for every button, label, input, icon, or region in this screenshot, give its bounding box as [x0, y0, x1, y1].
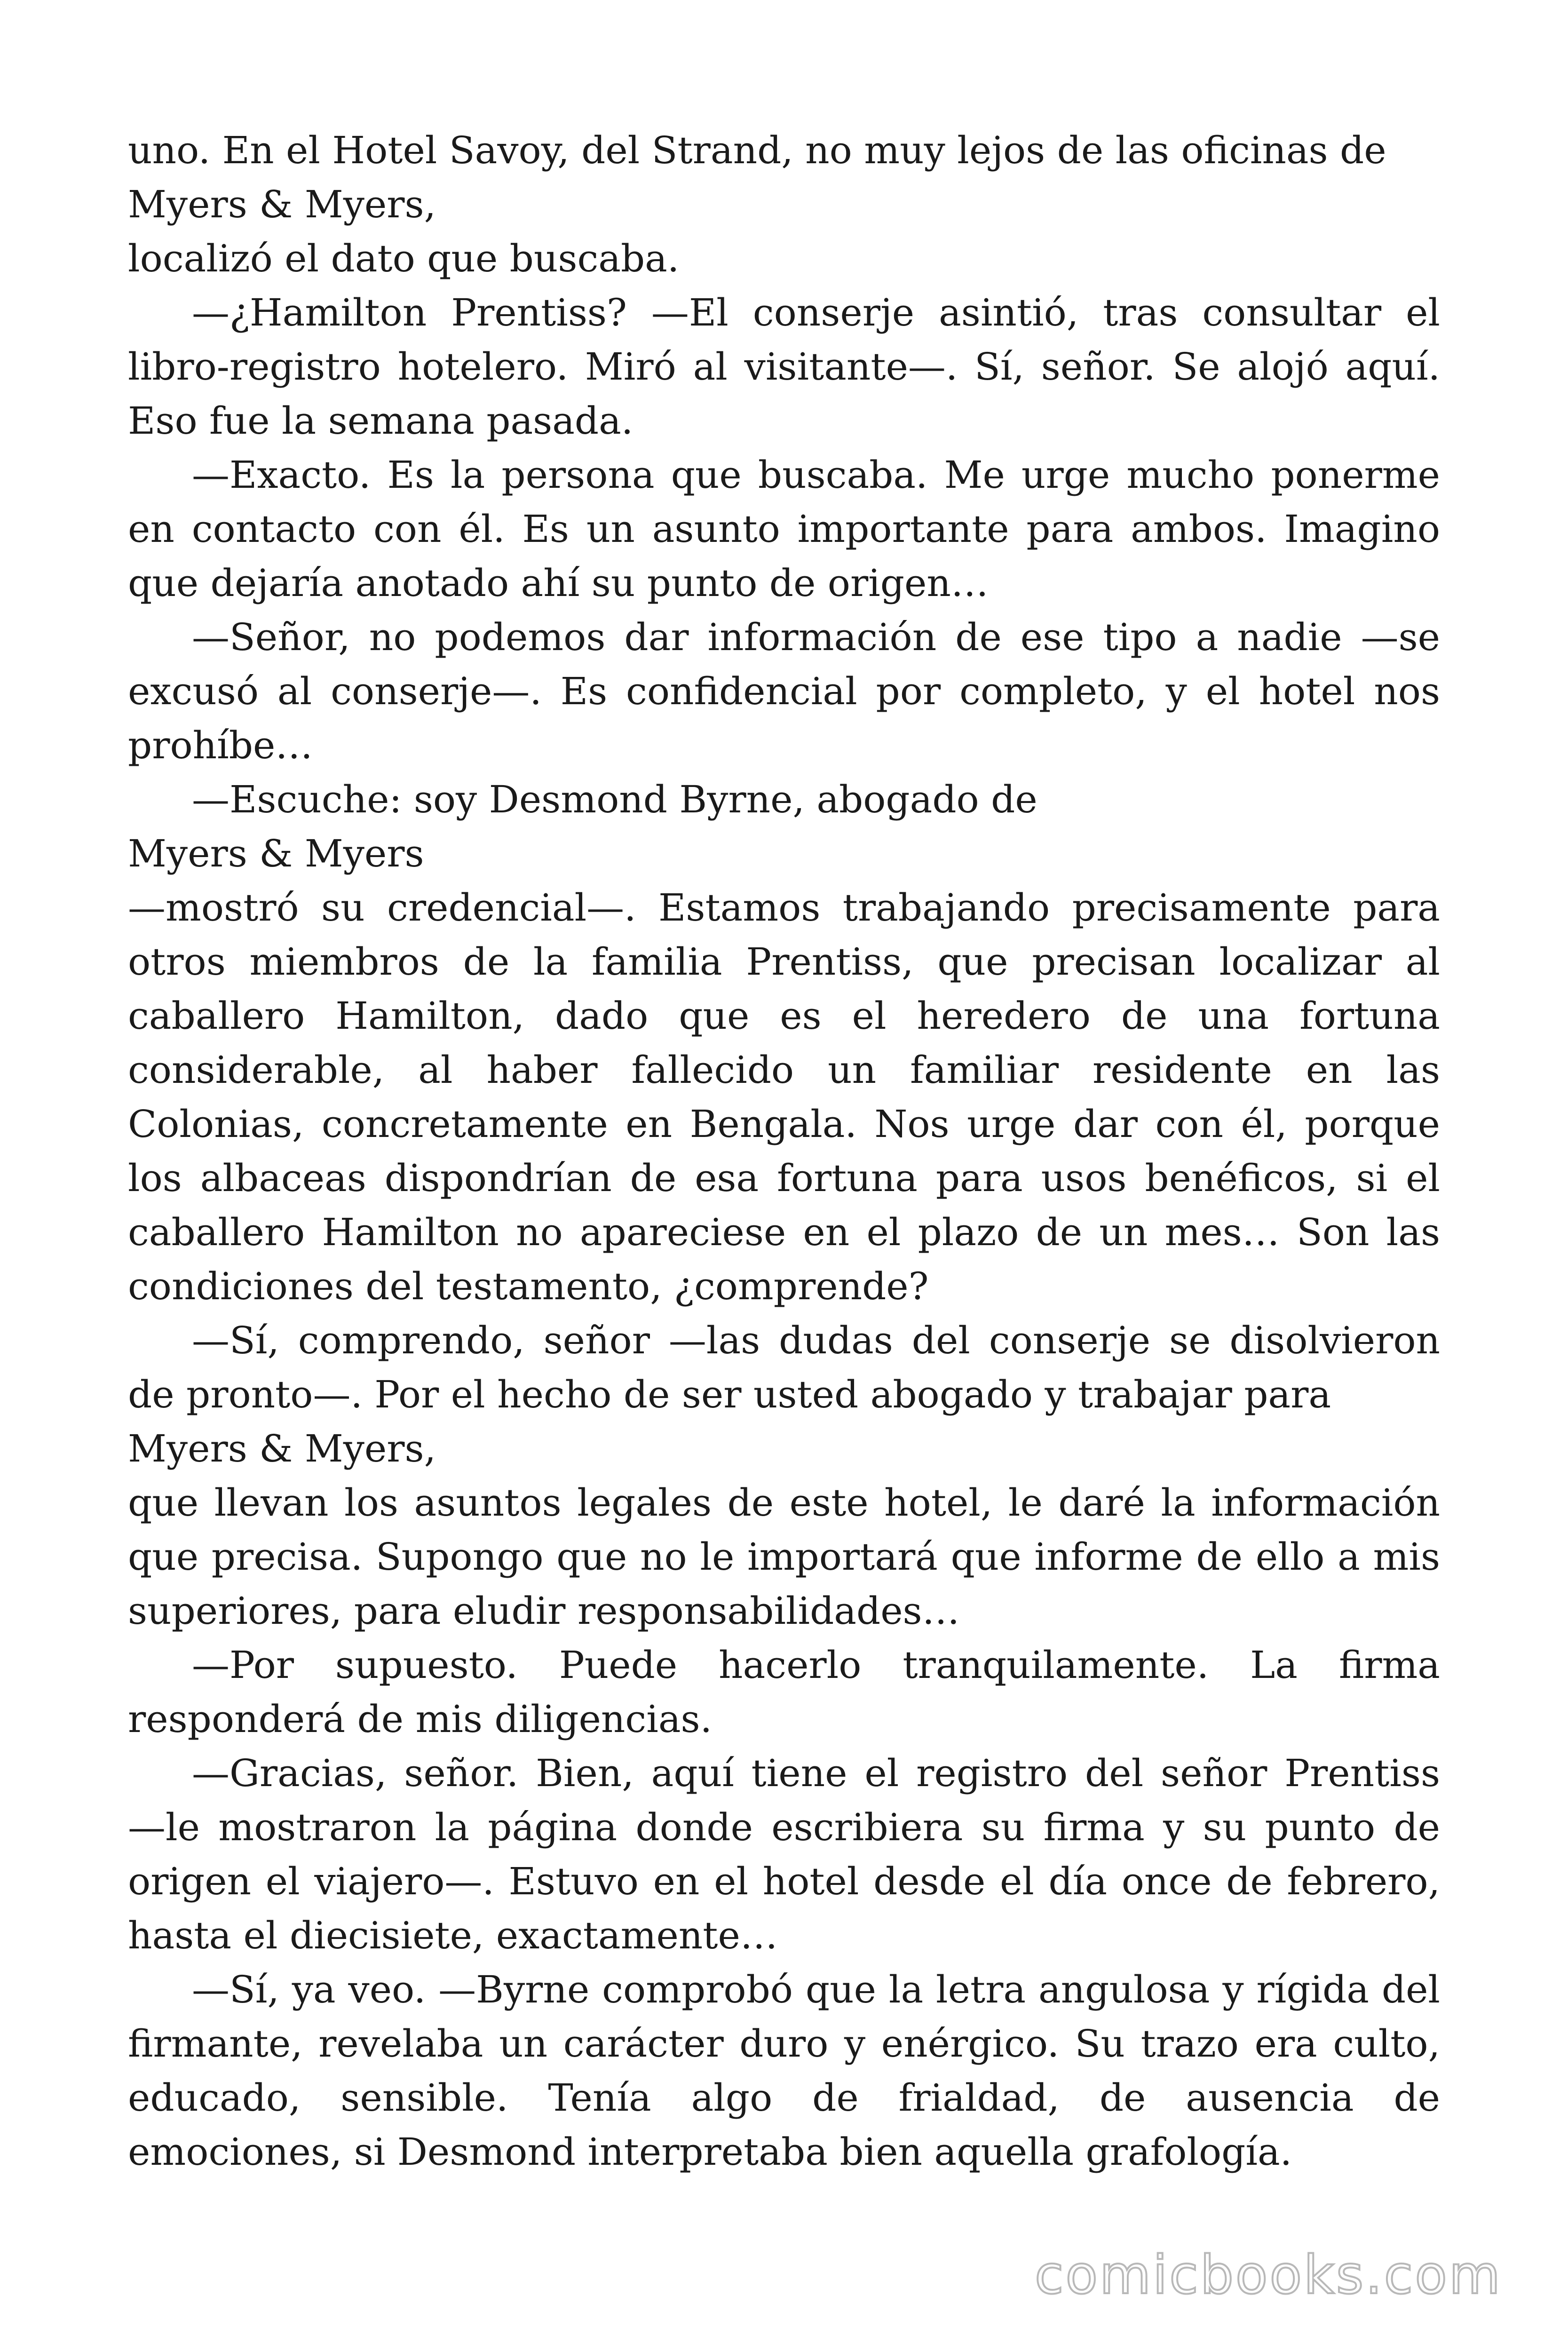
text-line: localizó el dato que buscaba.	[128, 237, 680, 280]
paragraph: —Por supuesto. Puede hacerlo tranquilamente. La firma responderá de mis diligencias.	[128, 1643, 1440, 1741]
page-body-text	[128, 123, 1440, 2179]
text-line: Myers & Myers,	[128, 1427, 436, 1470]
paragraph: —¿Hamilton Prentiss? —El conserje asintió, tras consultar el libro-registro hotelero. Miró al visitante—. Sí, señor. Se alojó aquí. Eso fue la semana pasada.	[128, 291, 1440, 443]
paragraph: —Señor, no podemos dar información de ese tipo a nadie —se excusó al conserje—. Es confidencial por completo, y el hotel nos prohíbe…	[128, 615, 1440, 767]
text-line: Myers & Myers	[128, 832, 424, 875]
paragraph: —Sí, ya veo. —Byrne comprobó que la letra angulosa y rígida del firmante, revelaba un carácter duro y enérgico. Su trazo era culto, educado, sensible. Tenía algo de frialdad, de ausencia de emociones, si Desmond interpretaba bien aquella grafología.	[128, 1968, 1440, 2174]
paragraph: que llevan los asuntos legales de este hotel, le daré la información que precisa. Supongo que no le importará que informe de ello a mis superiores, para eludir responsabilidades…	[128, 1481, 1440, 1633]
paragraph: —mostró su credencial—. Estamos trabajando precisamente para otros miembros de la familia Prentiss, que precisan localizar al caballero Hamilton, dado que es el heredero de una fortuna considerable, al haber fallecido un familiar residente en las Colonias, concretamente en Bengala. Nos urge dar con él, porque los albaceas dispondrían de esa fortuna para usos benéficos, si el caballero Hamilton no apareciese en el plazo de un mes… Son las condiciones del testamento, ¿comprende?	[128, 886, 1440, 1308]
watermark-logo: comicbooks.com	[1034, 2245, 1502, 2306]
text-line: uno. En el Hotel Savoy, del Strand, no muy lejos de las oficinas de	[128, 128, 1386, 172]
paragraph: —Sí, comprendo, señor —las dudas del conserje se disolvieron de pronto—. Por el hecho de ser usted abogado y trabajar para	[128, 1319, 1440, 1416]
text-line: Myers & Myers,	[128, 183, 436, 226]
paragraph: —Escuche: soy Desmond Byrne, abogado de	[192, 778, 1037, 821]
paragraph: —Exacto. Es la persona que buscaba. Me urge mucho ponerme en contacto con él. Es un asunto importante para ambos. Imagino que dejaría anotado ahí su punto de origen…	[128, 453, 1440, 605]
paragraph: —Gracias, señor. Bien, aquí tiene el registro del señor Prentiss —le mostraron la página donde escribiera su firma y su punto de origen el viajero—. Estuvo en el hotel desde el día once de febrero, hasta el diecisiete, exactamente…	[128, 1751, 1440, 1957]
